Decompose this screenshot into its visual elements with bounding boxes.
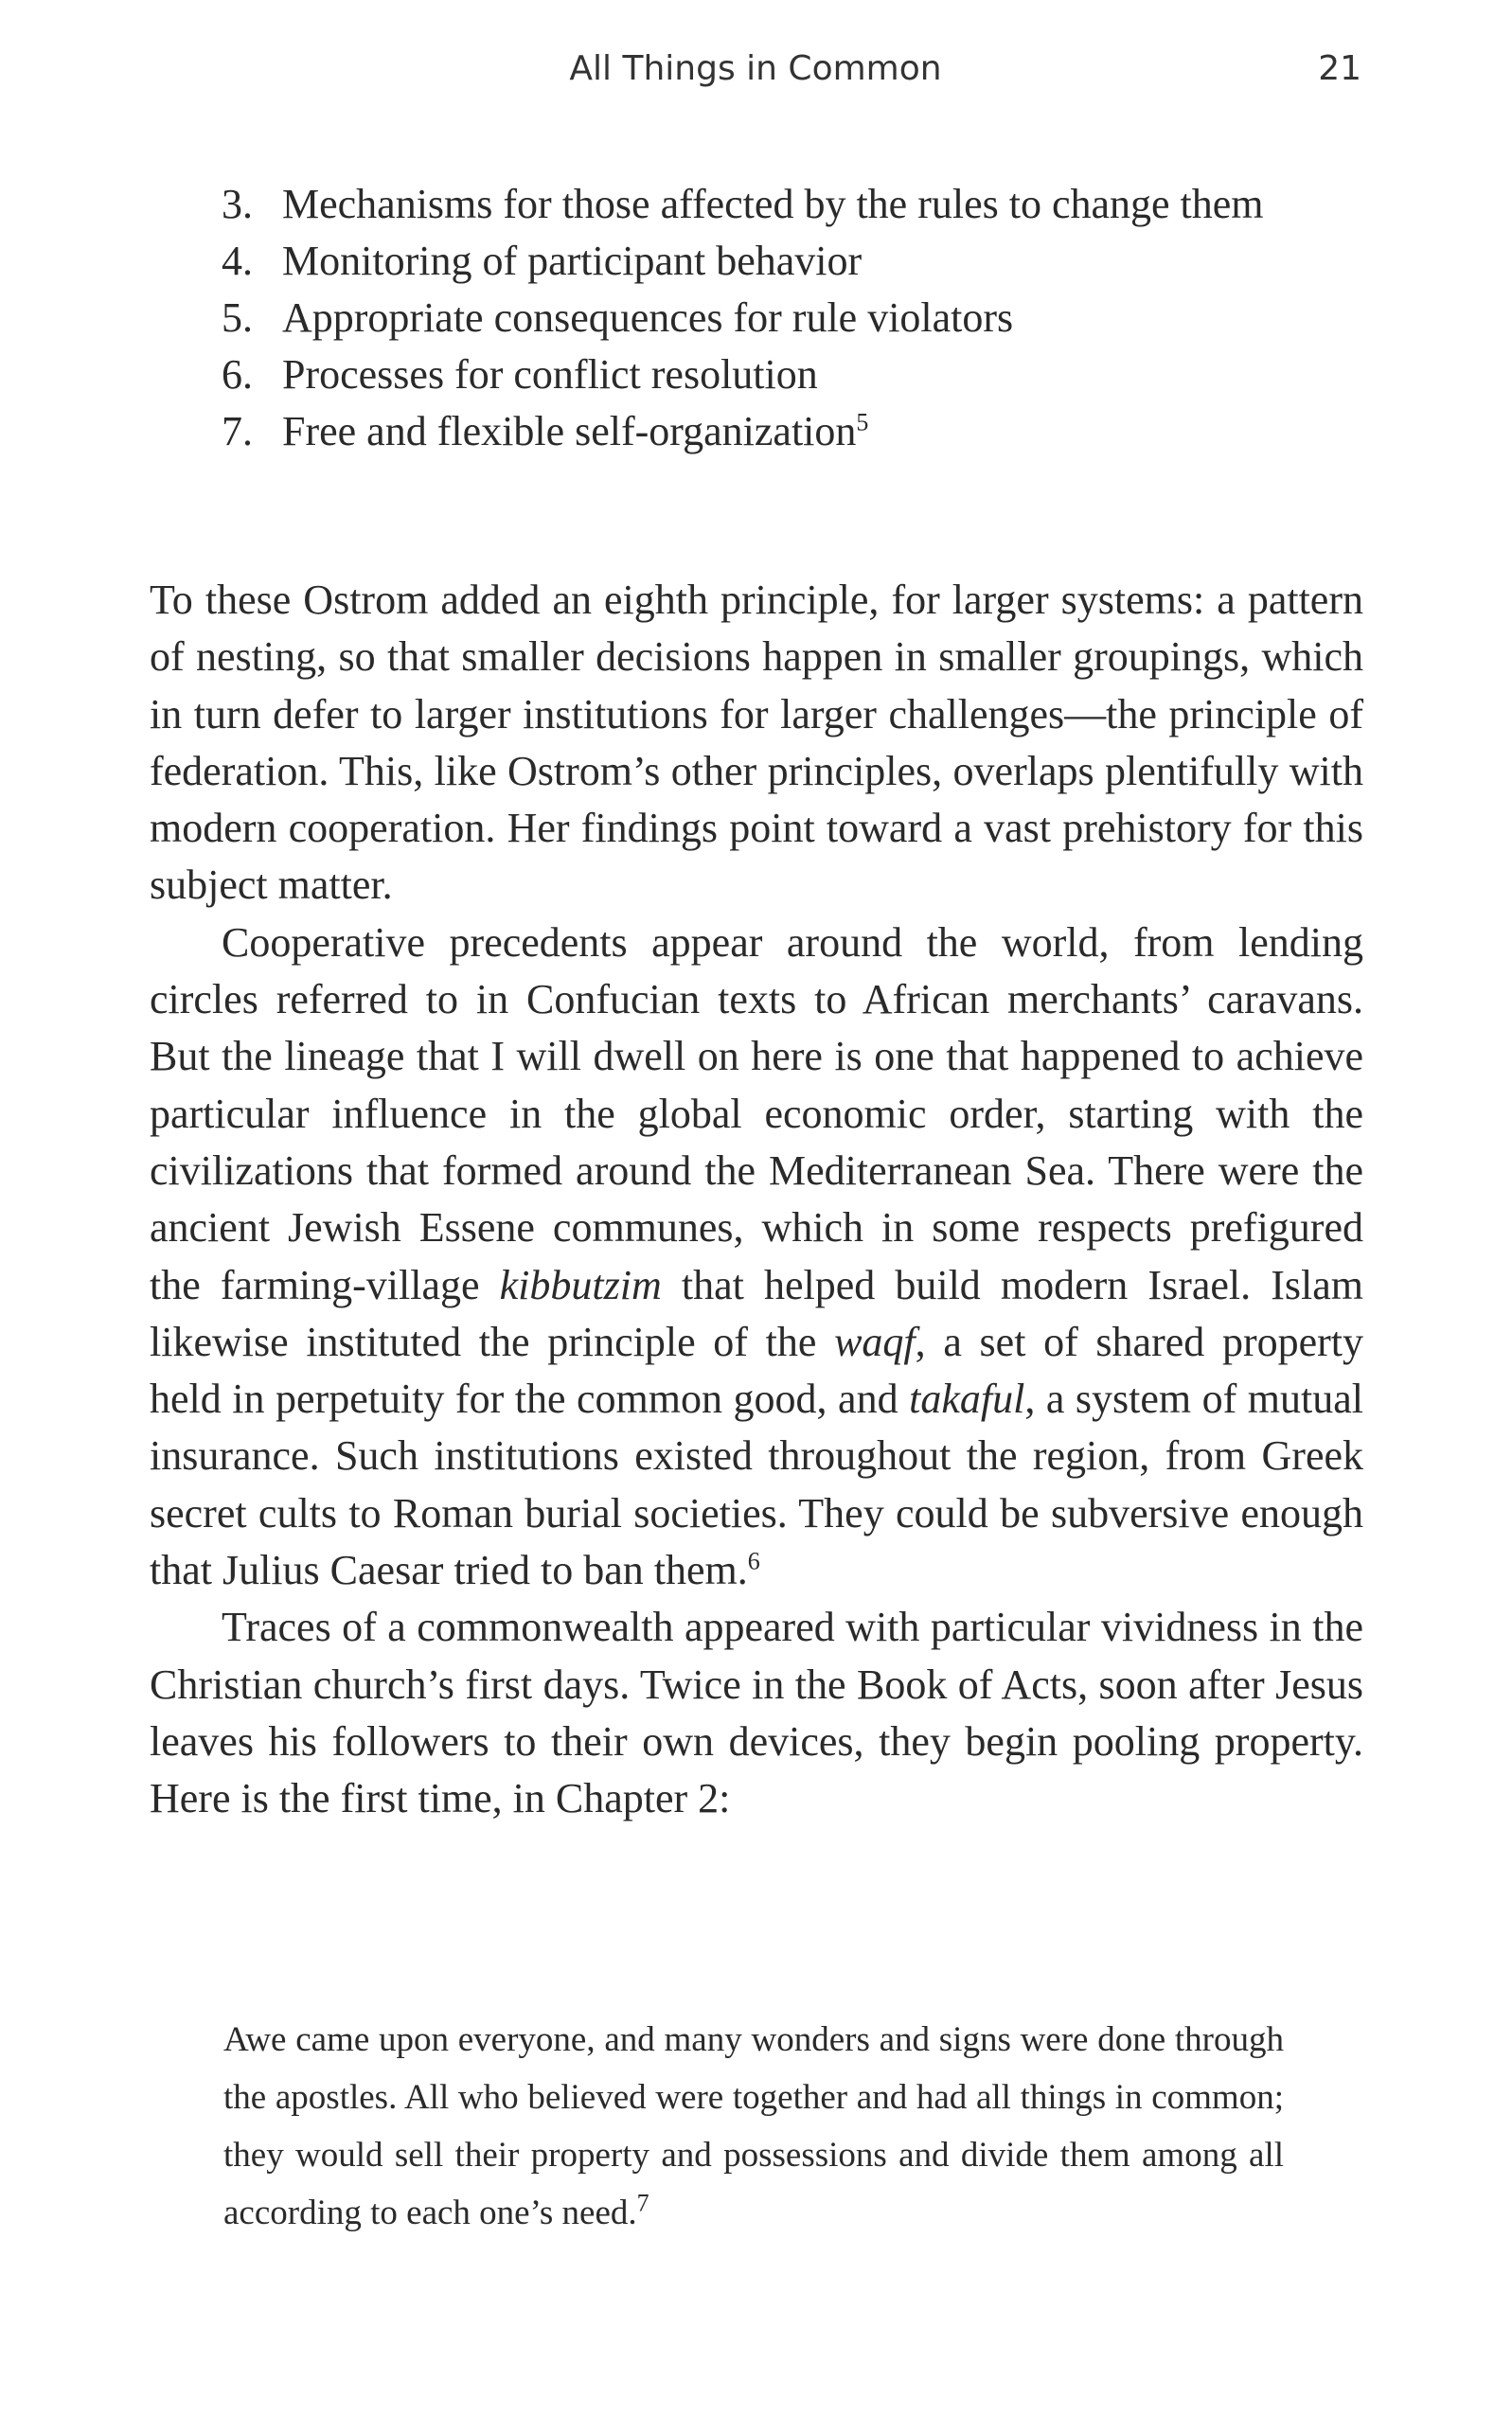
paragraph-cooperative-precedents: [150, 915, 1363, 1600]
list-item: [150, 403, 1363, 460]
running-head: [150, 49, 1361, 97]
list-item-text: Appropriate consequences for rule violators: [282, 294, 1014, 341]
list-item-text: Monitoring of participant behavior: [282, 238, 863, 284]
running-title: All Things in Common: [569, 49, 942, 88]
quotation-text: Awe came upon everyone, and many wonders and signs were done through the apostles. All who believed were together and had all things in common; they would sell their property and possessions and divide them among all according to each one’s need.: [223, 2020, 1284, 2232]
list-item: [150, 176, 1363, 233]
italic-term: takaful: [909, 1376, 1025, 1423]
list-item-number: 5.: [222, 294, 253, 341]
list-item-text: Processes for conflict resolution: [282, 351, 818, 398]
list-item-number: 4.: [222, 238, 253, 284]
paragraph-text: , a set of shared property held in perpetuity for the common good, and: [150, 1318, 1364, 1423]
list-item-number: 7.: [222, 408, 253, 454]
paragraph-text: that helped build modern Israel. Islam likewise instituted the principle of the: [150, 1261, 1363, 1365]
list-item-text: Free and flexible self-organization: [282, 408, 857, 454]
list-item: [150, 346, 1363, 403]
paragraph-christian-commonwealth: Traces of a commonwealth appeared with particular vividness in the Christian church’s first days. Twice in the Book of Acts, soon after Jesus leaves his followers to their own devices, they begin pooling property. Here is the first time, in Chapter 2:: [150, 1604, 1363, 1822]
paragraph-text: Cooperative precedents appear around the world, from lending circles referred to in Confucian texts to African merchants’ caravans. But the lineage that I will dwell on here is one that happened to achieve particular influence in the global economic order, starting with the civilizations that formed around the Mediterranean Sea. There were the ancient Jewish Essene communes, which in some respects prefigured the farming-village: [150, 918, 1363, 1308]
italic-term: waqf: [834, 1318, 916, 1365]
list-item-number: 6.: [222, 351, 253, 398]
page-number: 21: [1318, 49, 1361, 88]
footnote-marker: 5: [856, 408, 869, 436]
block-quotation: [223, 2011, 1284, 2242]
footnote-marker: 7: [636, 2189, 649, 2217]
footnote-marker: 6: [747, 1547, 760, 1575]
italic-term: kibbutzim: [499, 1261, 662, 1308]
principles-list: [150, 176, 1363, 460]
list-item-text: Mechanisms for those affected by the rules to change them: [282, 181, 1264, 227]
list-item-number: 3.: [222, 181, 253, 227]
paragraph-ostrom-eighth-principle: To these Ostrom added an eighth principle, for larger systems: a pattern of nesting, so that smaller decisions happen in smaller groupings, which in turn defer to larger institutions for larger challenges—the principle of federation. This, like Ostrom’s other principles, overlaps plentifully with modern cooperation. Her findings point toward a vast prehistory for this subject matter.: [150, 577, 1363, 909]
list-item: [150, 233, 1363, 290]
body-text: [150, 572, 1363, 1828]
paragraph-text: , a system of mutual insurance. Such institutions existed throughout the region, from Greek secret cults to Roman burial societies. They could be subversive enough that Julius Caesar tried to ban them.: [150, 1376, 1364, 1594]
list-item: [150, 290, 1363, 346]
